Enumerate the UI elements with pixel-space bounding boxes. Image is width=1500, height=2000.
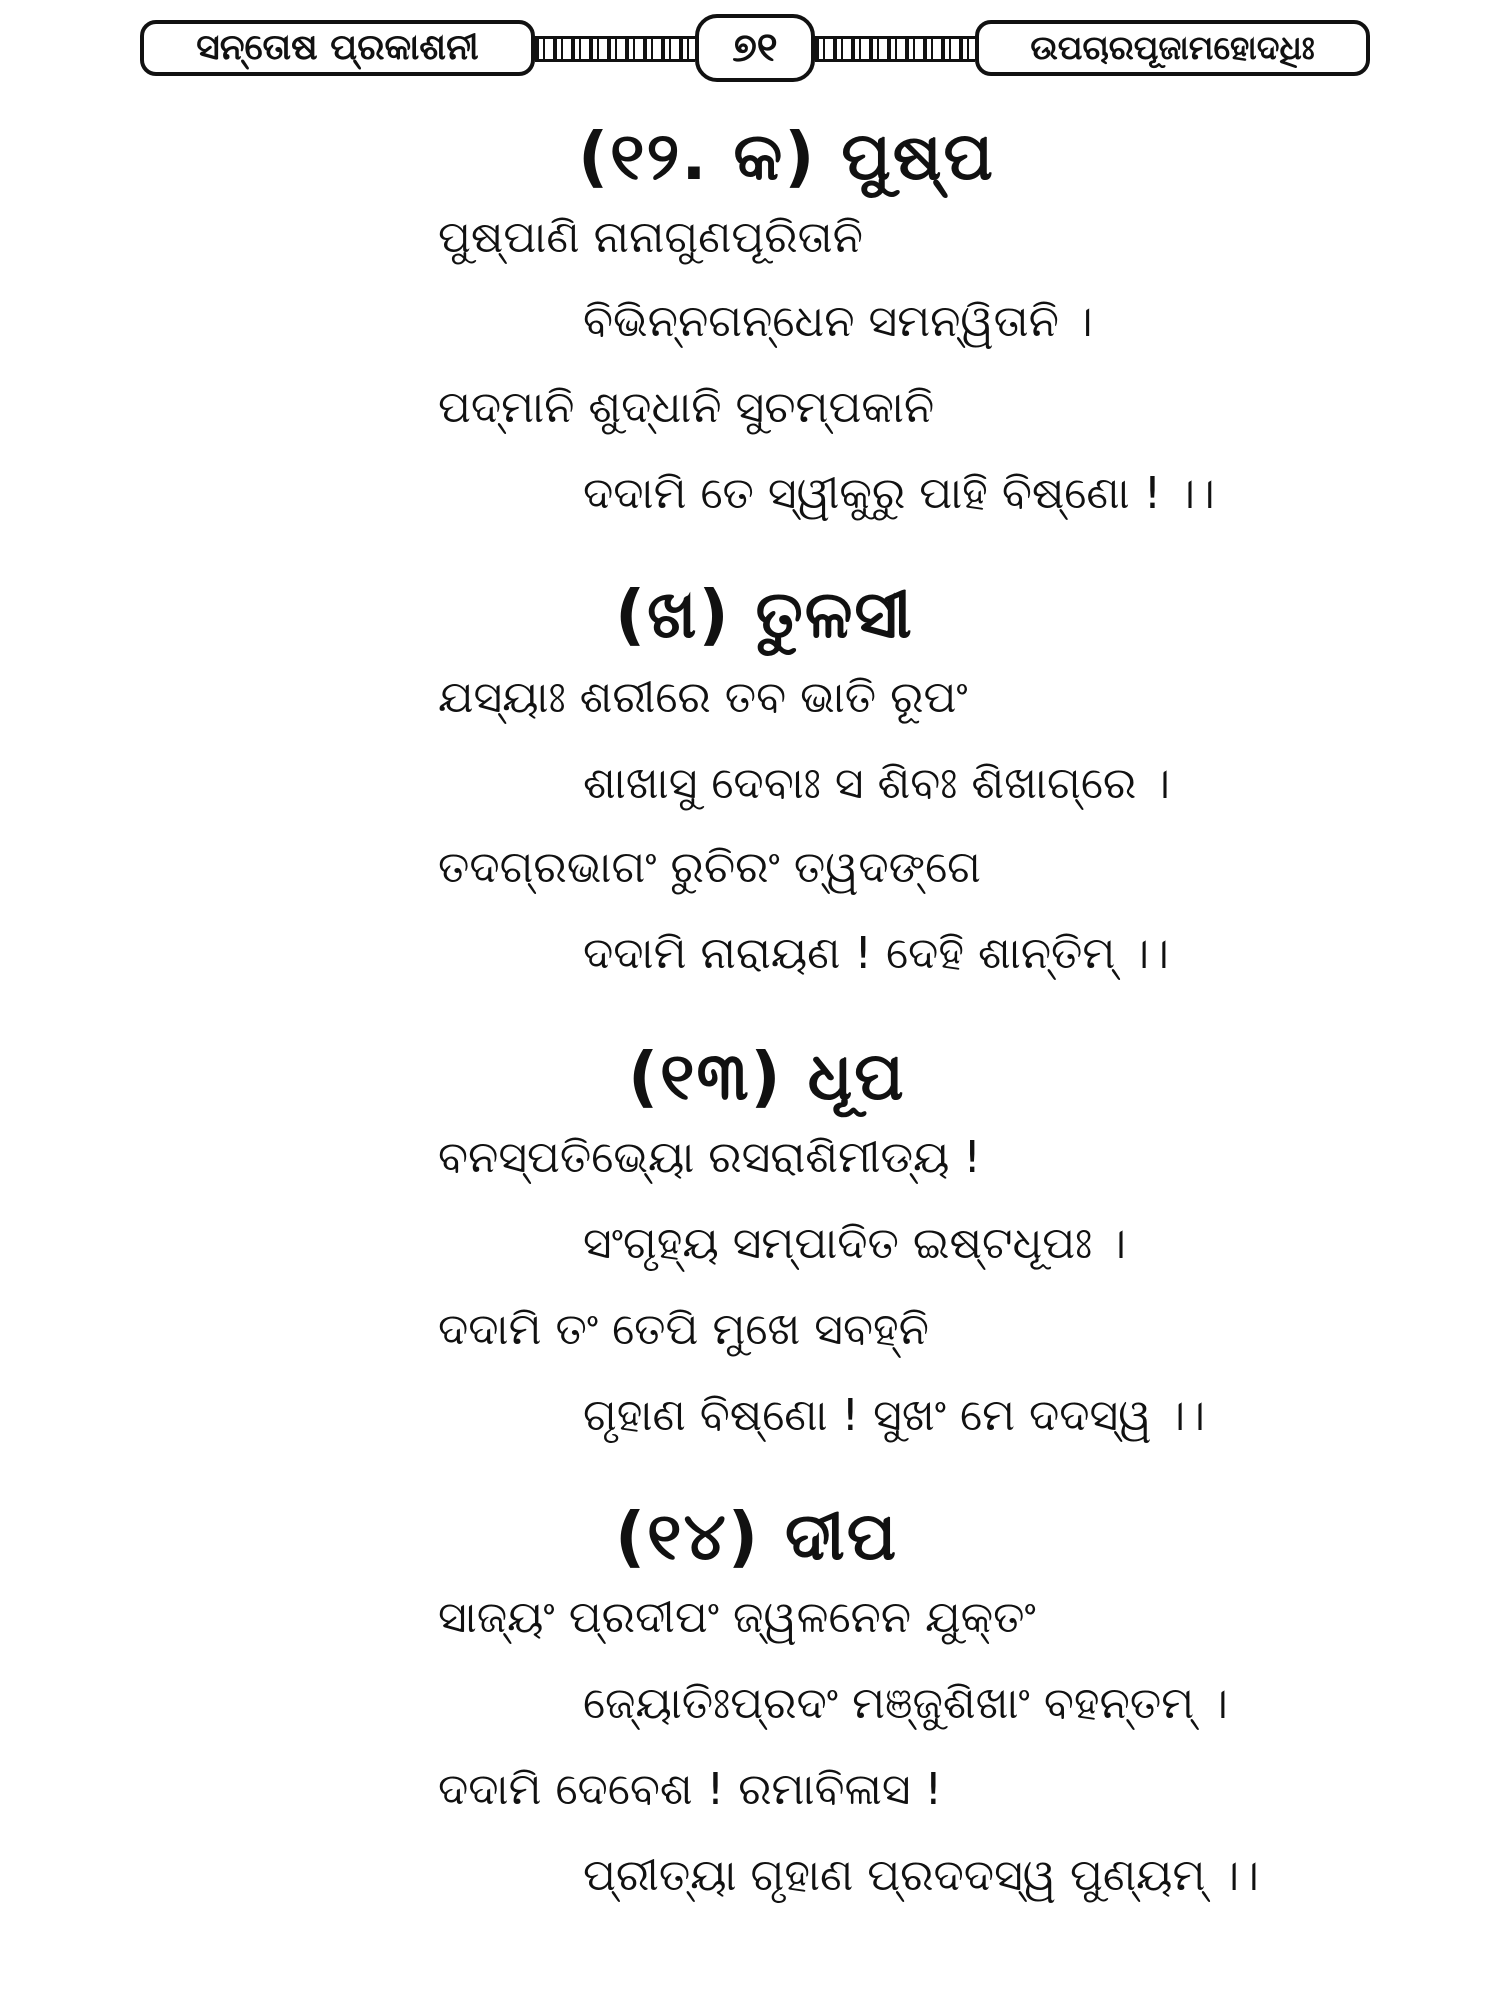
verse-line: ବନସ୍ପତିଭ୍ୟୋ ରସରାଶିମୀଡ୍ୟ ! xyxy=(438,1132,982,1183)
page-header xyxy=(140,14,1370,86)
verse-line: ଯସ୍ୟାଃ ଶରୀରେ ତବ ଭାତି ରୂପଂ xyxy=(438,672,968,723)
verse-line: ସଂଗୃହ୍ୟ ସମ୍ପାଦିତ ଇଷ୍ଟଧୂପଃ । xyxy=(583,1218,1127,1269)
section-title-dipa: (୧୪) ଦୀପ xyxy=(615,1498,899,1575)
verse-line: ପଦ୍ମାନି ଶୁଦ୍ଧାନି ସୁଚମ୍ପକାନି xyxy=(438,382,935,433)
verse-line: ଦଦାମି ନାରାୟଣ ! ଦେହି ଶାନ୍ତିମ୍ ।। xyxy=(583,928,1169,979)
book-title: ଉପଚାରପୂଜାମହୋଦଧିଃ xyxy=(975,20,1370,76)
verse-line: ସାଜ୍ୟଂ ପ୍ରଦୀପଂ ଜ୍ୱଳନେନ ଯୁକ୍ତଂ xyxy=(438,1592,1036,1643)
verse-line: ଗୃହାଣ ବିଷ୍ଣୋ ! ସୁଖଂ ମେ ଦଦସ୍ୱ ।। xyxy=(583,1390,1206,1441)
section-title-pushpa: (୧୨. କ) ପୁଷ୍ପ xyxy=(578,118,995,195)
section-title-tulasi: (ଖ) ତୁଳସୀ xyxy=(615,576,914,653)
publisher-label: ସନ୍ତୋଷ ପ୍ରକାଶନୀ xyxy=(140,20,535,76)
verse-line: ପ୍ରୀତ୍ୟା ଗୃହାଣ ପ୍ରଦଦସ୍ୱ ପୁଣ୍ୟମ୍ ।। xyxy=(583,1850,1259,1901)
verse-line: ଜ୍ୟୋତିଃପ୍ରଦଂ ମଞ୍ଜୁଶିଖାଂ ବହନ୍ତମ୍ । xyxy=(583,1678,1228,1729)
header-ornament-left xyxy=(535,36,695,62)
verse-line: ଦଦାମି ଦେବେଶ ! ରମାବିଳାସ ! xyxy=(438,1764,943,1815)
verse-line: ଦଦାମି ତଂ ତେପି ମୁଖେ ସବହ୍ନି xyxy=(438,1304,929,1355)
verse-line: ବିଭିନ୍ନଗନ୍ଧେନ ସମନ୍ୱିତାନି । xyxy=(583,296,1093,347)
section-title-dhupa: (୧୩) ଧୂପ xyxy=(628,1038,906,1115)
page-number: ୭୧ xyxy=(695,14,815,82)
verse-line: ତଦଗ୍ରଭାଗଂ ରୁଚିରଂ ତ୍ୱଦଙ୍ଗେ xyxy=(438,842,981,893)
verse-line: ଶାଖାସୁ ଦେବାଃ ସ ଶିବଃ ଶିଖାଗ୍ରେ । xyxy=(583,758,1171,809)
header-ornament-right xyxy=(815,36,975,62)
verse-line: ପୁଷ୍ପାଣି ନାନାଗୁଣପୂରିତାନି xyxy=(438,212,863,263)
verse-line: ଦଦାମି ତେ ସ୍ୱୀକୁରୁ ପାହି ବିଷ୍ଣୋ ! ।। xyxy=(583,468,1215,519)
